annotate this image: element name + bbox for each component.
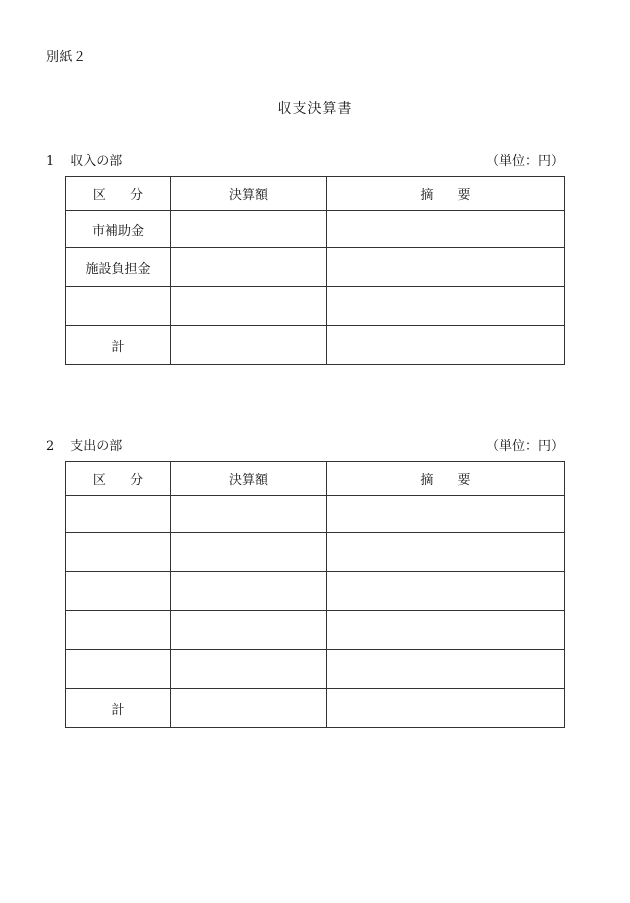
- income-section-header: [46, 150, 564, 169]
- income-col-category: 区 分: [66, 177, 171, 211]
- income-section-heading: 収入の部: [70, 154, 123, 169]
- document-title: 収支決算書: [277, 101, 353, 117]
- income-section-title: [46, 150, 122, 169]
- expense-row-category[interactable]: [66, 611, 171, 650]
- table-row: [66, 572, 565, 611]
- expense-total-note[interactable]: [327, 689, 565, 728]
- income-section-number: 1: [46, 154, 55, 169]
- expense-row-amount[interactable]: [171, 650, 327, 689]
- income-row-amount[interactable]: [171, 248, 327, 287]
- expense-section-title: [46, 435, 122, 454]
- expense-table-header-row: [66, 462, 565, 496]
- table-row: [66, 611, 565, 650]
- expense-row-category[interactable]: [66, 496, 171, 533]
- income-row-amount[interactable]: [171, 287, 327, 326]
- income-total-label: 計: [66, 326, 171, 365]
- expense-row-note[interactable]: [327, 611, 565, 650]
- expense-row-note[interactable]: [327, 533, 565, 572]
- income-row-category: 施設負担金: [66, 248, 171, 287]
- table-row: [66, 287, 565, 326]
- income-unit-label: （単位：円）: [485, 154, 564, 169]
- expense-row-note[interactable]: [327, 650, 565, 689]
- expense-total-row: [66, 689, 565, 728]
- table-row: [66, 650, 565, 689]
- expense-row-category[interactable]: [66, 533, 171, 572]
- attachment-label: 別紙２: [46, 50, 87, 65]
- table-row: [66, 496, 565, 533]
- expense-row-note[interactable]: [327, 572, 565, 611]
- income-row-amount[interactable]: [171, 211, 327, 248]
- expense-row-amount[interactable]: [171, 533, 327, 572]
- expense-col-note: 摘 要: [327, 462, 565, 496]
- expense-table: [65, 461, 565, 728]
- income-col-amount: 決算額: [171, 177, 327, 211]
- income-row-note[interactable]: [327, 287, 565, 326]
- income-row-note[interactable]: [327, 211, 565, 248]
- income-row-category: 市補助金: [66, 211, 171, 248]
- table-row: [66, 211, 565, 248]
- expense-row-note[interactable]: [327, 496, 565, 533]
- expense-total-amount[interactable]: [171, 689, 327, 728]
- expense-row-category[interactable]: [66, 650, 171, 689]
- income-row-category[interactable]: [66, 287, 171, 326]
- expense-total-label: 計: [66, 689, 171, 728]
- income-total-row: [66, 326, 565, 365]
- income-table-header-row: [66, 177, 565, 211]
- income-table: [65, 176, 565, 365]
- income-col-note: 摘 要: [327, 177, 565, 211]
- expense-col-amount: 決算額: [171, 462, 327, 496]
- expense-col-category: 区 分: [66, 462, 171, 496]
- expense-unit-label: （単位：円）: [485, 439, 564, 454]
- expense-row-amount[interactable]: [171, 572, 327, 611]
- income-row-note[interactable]: [327, 248, 565, 287]
- table-row: [66, 533, 565, 572]
- expense-section-header: [46, 435, 564, 454]
- expense-row-amount[interactable]: [171, 496, 327, 533]
- income-total-note[interactable]: [327, 326, 565, 365]
- expense-row-amount[interactable]: [171, 611, 327, 650]
- income-total-amount[interactable]: [171, 326, 327, 365]
- expense-section-heading: 支出の部: [70, 439, 123, 454]
- table-row: [66, 248, 565, 287]
- expense-section-number: 2: [46, 439, 55, 454]
- expense-row-category[interactable]: [66, 572, 171, 611]
